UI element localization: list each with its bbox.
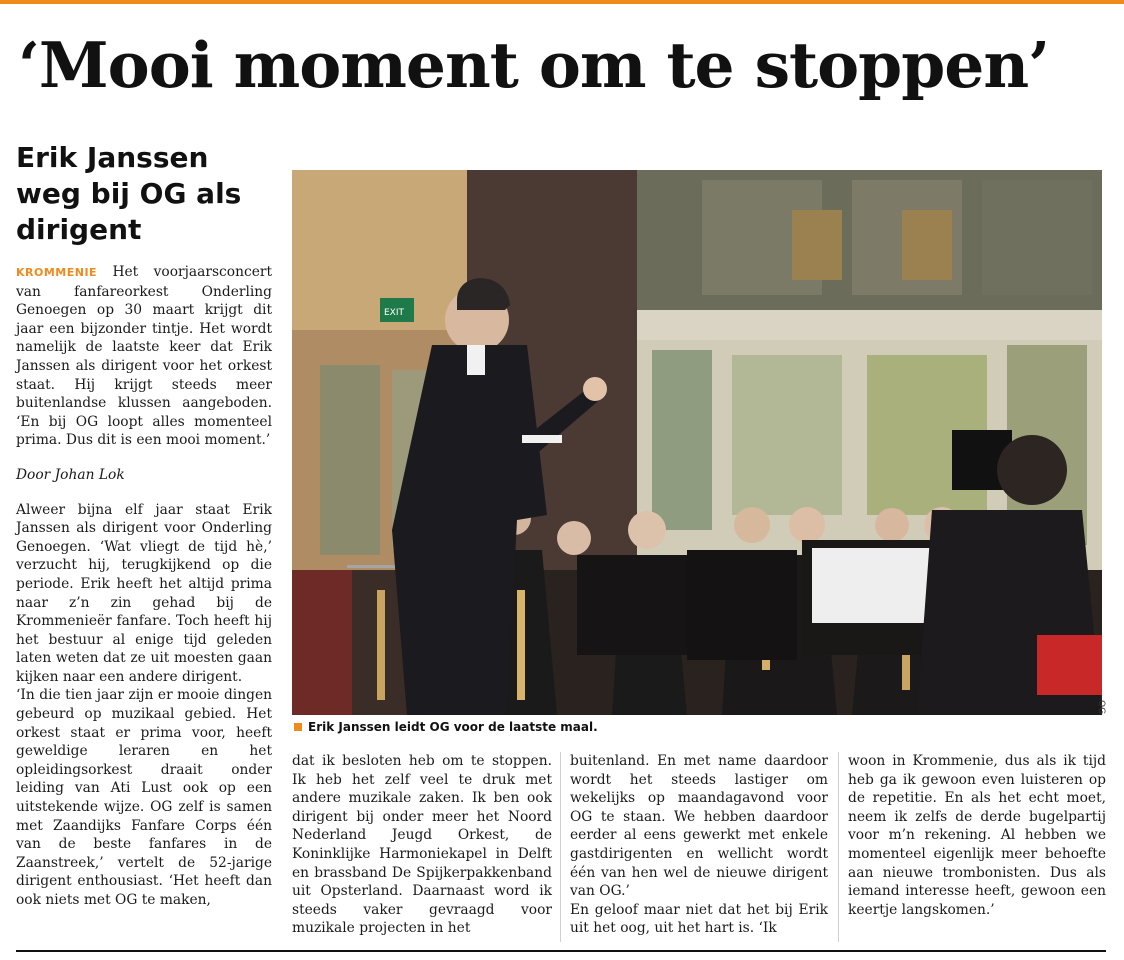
photo-caption: [294, 720, 1094, 734]
photo-credit: OG: [1096, 700, 1106, 715]
body-paragraph-1: Alweer bijna elf jaar staat Erik Janssen als dirigent voor Onderling Genoegen. ‘Wat vliegt de tijd hè,’ verzucht hij, terugkijkend op die periode. Erik heeft het altijd prima naar z’n zin gehad bij de Krommenieër fanfare. Toch heeft hij het bestuur al enige tijd geleden laten weten dat ze uit moesten gaan kijken naar een andere dirigent.: [16, 501, 272, 685]
column-divider: [838, 752, 839, 942]
photo-caption-text: Erik Janssen leidt OG voor de laatste maal.: [308, 720, 598, 734]
caption-marker: [294, 723, 302, 731]
column-2-text: dat ik besloten heb om te stoppen. Ik heb het zelf veel te druk met andere muzikale zaken. Ik ben ook dirigent bij onder meer het Noord Nederland Jeugd Orkest, de Koninklijke Harmoniekapel in Delft en brassband De Spijkerpakkenband uit Opsterland. Daarnaast word ik steeds vaker gevraagd voor muzikale projecten in het: [292, 753, 552, 937]
exit-sign-text: EXIT: [384, 308, 405, 318]
article-column-3: [570, 752, 828, 938]
column-3-paragraph-2: En geloof maar niet dat het bij Erik uit het oog, uit het hart is. ‘Ik: [570, 901, 828, 937]
article-column-4: [848, 752, 1106, 919]
byline: Door Johan Lok: [16, 466, 125, 483]
top-accent-bar: [0, 0, 1124, 4]
concert-photo: [292, 170, 1102, 715]
article-column-1: [16, 263, 272, 910]
article-column-2: [292, 752, 552, 938]
subheadline: Erik Janssen weg bij OG als dirigent: [16, 141, 242, 246]
intro-text: Het voorjaarsconcert van fanfareorkest Onderling Genoegen op 30 maart krijgt dit jaar een bijzonder tintje. Het wordt namelijk de laatste keer dat Erik Janssen als dirigent voor het orkest staat. Hij krijgt steeds meer buitenlandse klussen aangeboden. ‘En bij OG loopt alles momenteel prima. Dus dit is een mooi moment.’: [16, 264, 272, 449]
column-divider: [560, 752, 561, 942]
location-kicker: KROMMENIE: [16, 266, 98, 279]
body-paragraph-2: ‘In die tien jaar zijn er mooie dingen gebeurd op muzikaal gebied. Het orkest staat er prima voor, heeft geweldige leraren en het opleidingsorkest draait onder leiding van Ati Lust ook op een uitstekende wijze. OG zelf is samen met Zaandijks Fanfare Corps één van de beste fanfares in de Zaanstreek,’ vertelt de 52-jarige dirigent enthousiast. ‘Het heeft dan ook niets met OG te maken,: [16, 687, 272, 908]
column-3-paragraph-1: buitenland. En met name daardoor wordt het steeds lastiger om wekelijks op maandagavond voor OG te staan. We hebben daardoor eerder al eens gewerkt met enkele gastdirigenten en wellicht wordt één van hen wel de nieuwe dirigent van OG.’: [570, 753, 828, 900]
column-4-text: woon in Krommenie, dus als ik tijd heb ga ik gewoon even luisteren op de repetitie. En als het echt moet, neem ik zelfs de derde bugelpartij voor m’n rekening. Al hebben we momenteel eigenlijk meer behoefte aan nieuwe trombonisten. Dus als iemand interesse heeft, gewoon een keertje langskomen.’: [848, 753, 1106, 918]
bottom-rule: [16, 950, 1106, 952]
headline: ‘Mooi moment om te stoppen’: [18, 28, 1050, 102]
intro-paragraph: [16, 263, 272, 450]
